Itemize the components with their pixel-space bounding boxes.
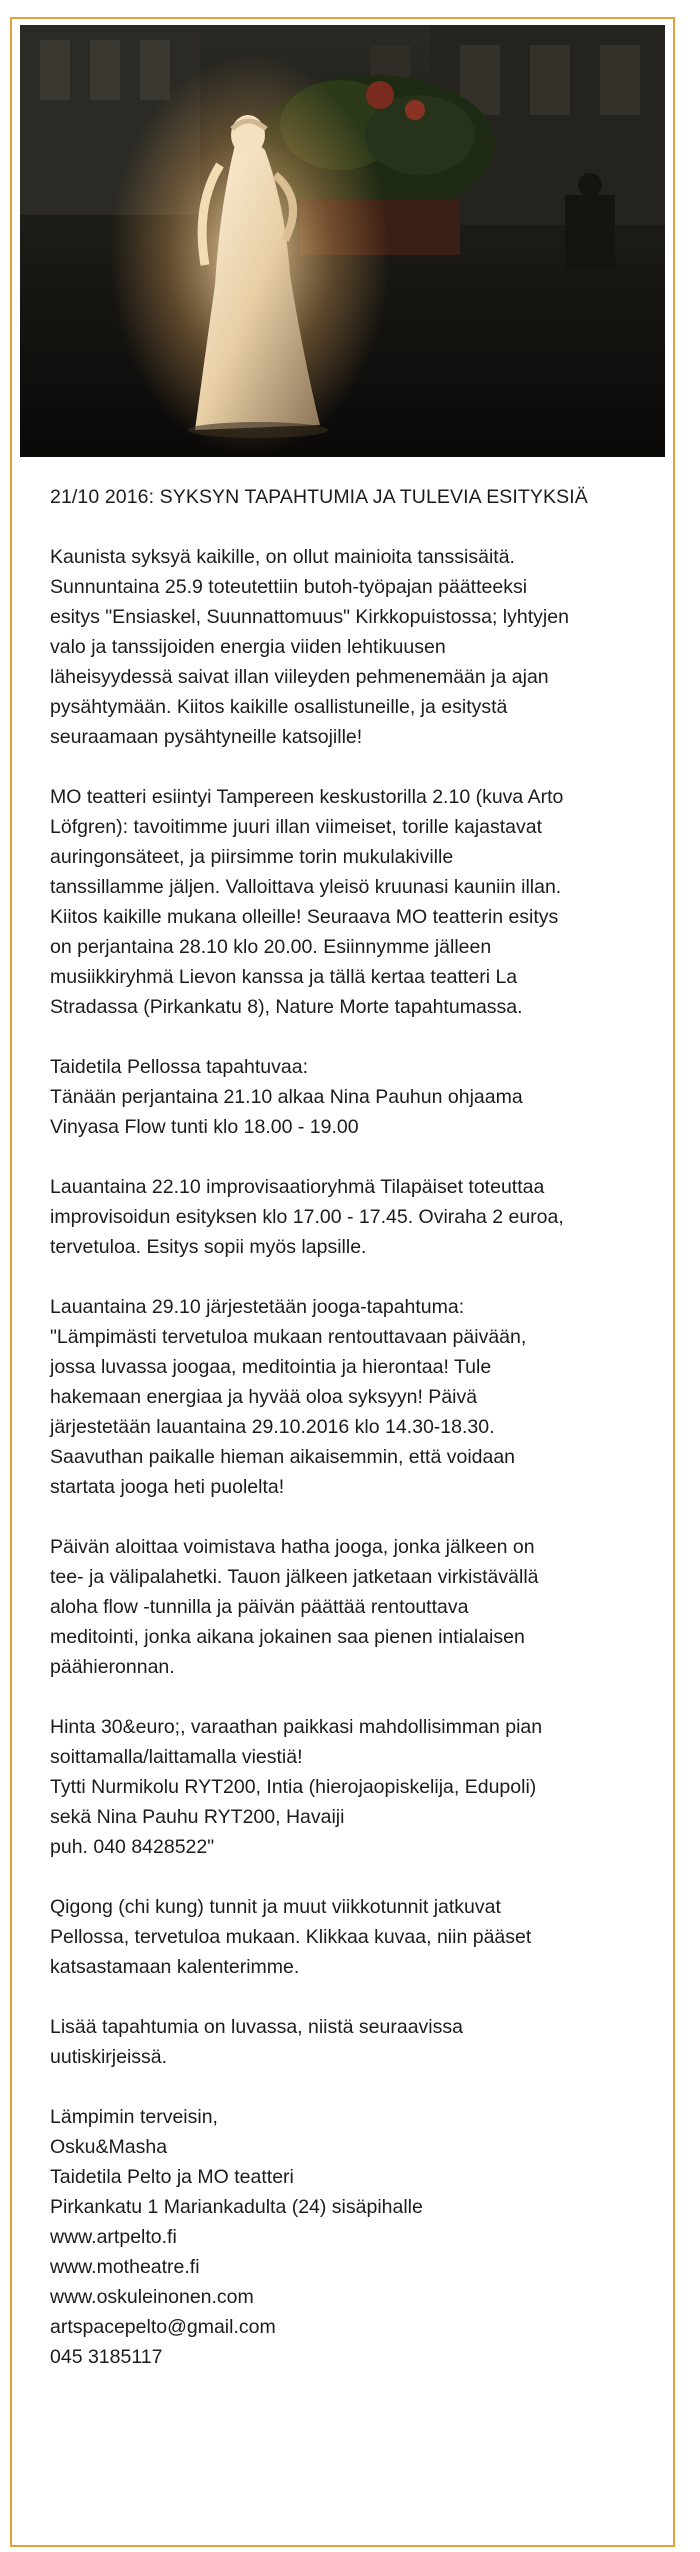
text-line: musiikkiryhmä Lievon kanssa ja tällä kertaa teatteri La (50, 966, 518, 988)
text-line: katsastamaan kalenterimme. (50, 1956, 300, 1978)
text-line: Tänään perjantaina 21.10 alkaa Nina Pauhun ohjaama (50, 1086, 523, 1108)
text-line: Päivän aloittaa voimistava hatha jooga, jonka jälkeen on (50, 1536, 535, 1558)
phone-number: 045 3185117 (50, 2346, 163, 2368)
article-title: 21/10 2016: SYKSYN TAPAHTUMIA JA TULEVIA ESITYKSIÄ (50, 486, 588, 508)
text-line: Löfgren): tavoitimme juuri illan viimeiset, torille kajastavat (50, 816, 543, 838)
paragraph-more-events (50, 2012, 650, 2072)
text-line: esitys "Ensiaskel, Suunnattomuus" Kirkkopuistossa; lyhtyjen (50, 606, 569, 628)
text-line: Kiitos kaikille mukana olleille! Seuraava MO teatterin esitys (50, 906, 559, 928)
text-line: seuraamaan pysähtyneille katsojille! (50, 726, 363, 748)
text-line: läheisyydessä saivat illan viileyden pehmenemään ja ajan (50, 666, 549, 688)
signature-block (50, 2102, 650, 2372)
performance-photo[interactable] (20, 25, 665, 457)
paragraph-pelto-events (50, 1052, 650, 1142)
text-line: tanssillamme jäljen. Valloittava yleisö kruunasi kauniin illan. (50, 876, 562, 898)
text-line: päähieronnan. (50, 1656, 175, 1678)
paragraph-intro (50, 542, 650, 752)
text-line: uutiskirjeissä. (50, 2046, 168, 2068)
text-line: aloha flow -tunnilla ja päivän päättää rentouttava (50, 1596, 469, 1618)
paragraph-improvisation (50, 1172, 650, 1262)
text-line: improvisoidun esityksen klo 17.00 - 17.45. Oviraha 2 euroa, (50, 1206, 564, 1228)
paragraph-price-contact (50, 1712, 650, 1862)
text-line: Pellossa, tervetuloa mukaan. Klikkaa kuvaa, niin pääset (50, 1926, 532, 1948)
performance-photo-illustration (20, 25, 665, 457)
text-line: soittamalla/laittamalla viestiä! (50, 1746, 303, 1768)
text-line: "Lämpimästi tervetuloa mukaan rentouttavaan päivään, (50, 1326, 527, 1348)
text-line: startata jooga heti puolelta! (50, 1476, 285, 1498)
text-line: Hinta 30&euro;, varaathan paikkasi mahdollisimman pian (50, 1716, 543, 1738)
text-line: Tytti Nurmikolu RYT200, Intia (hierojaopiskelija, Edupoli) (50, 1776, 537, 1798)
text-line: valo ja tanssijoiden energia viiden lehtikuusen (50, 636, 446, 658)
text-line: Pirkankatu 1 Mariankadulta (24) sisäpihalle (50, 2196, 423, 2218)
text-line: hakemaan energiaa ja hyvää oloa syksyyn! Päivä (50, 1386, 478, 1408)
text-line: sekä Nina Pauhu RYT200, Havaiji (50, 1806, 345, 1828)
link-oskuleinonen[interactable]: www.oskuleinonen.com (50, 2286, 254, 2308)
text-line: MO teatteri esiintyi Tampereen keskustorilla 2.10 (kuva Arto (50, 786, 564, 808)
text-line: pysähtymään. Kiitos kaikille osallistuneille, ja esitystä (50, 696, 508, 718)
text-line: Stradassa (Pirkankatu 8), Nature Morte tapahtumassa. (50, 996, 523, 1018)
text-line: tervetuloa. Esitys sopii myös lapsille. (50, 1236, 367, 1258)
text-line: järjestetään lauantaina 29.10.2016 klo 14.30-18.30. (50, 1416, 495, 1438)
text-line: Qigong (chi kung) tunnit ja muut viikkotunnit jatkuvat (50, 1896, 501, 1918)
text-line: Sunnuntaina 25.9 toteutettiin butoh-työpajan päätteeksi (50, 576, 528, 598)
text-line: Lisää tapahtumia on luvassa, niistä seuraavissa (50, 2016, 463, 2038)
newsletter-frame (10, 17, 675, 2547)
text-line: tee- ja välipalahetki. Tauon jälkeen jatketaan virkistävällä (50, 1566, 539, 1588)
text-line: Taidetila Pelto ja MO teatteri (50, 2166, 294, 2188)
article-body (50, 482, 650, 2402)
text-line: Kaunista syksyä kaikille, on ollut mainioita tanssisäitä. (50, 546, 515, 568)
link-artpelto[interactable]: www.artpelto.fi (50, 2226, 177, 2248)
link-motheatre[interactable]: www.motheatre.fi (50, 2256, 200, 2278)
paragraph-yoga-program (50, 1532, 650, 1682)
text-line: on perjantaina 28.10 klo 20.00. Esiinnymme jälleen (50, 936, 492, 958)
email-link[interactable]: artspacepelto@gmail.com (50, 2316, 276, 2338)
text-line: auringonsäteet, ja piirsimme torin mukulakiville (50, 846, 454, 868)
text-line: Lauantaina 22.10 improvisaatioryhmä Tilapäiset toteuttaa (50, 1176, 545, 1198)
text-line: Taidetila Pellossa tapahtuvaa: (50, 1056, 309, 1078)
text-line: Vinyasa Flow tunti klo 18.00 - 19.00 (50, 1116, 359, 1138)
paragraph-yoga-event (50, 1292, 650, 1502)
text-line: puh. 040 8428522" (50, 1836, 215, 1858)
paragraph-qigong (50, 1892, 650, 1982)
text-line: Osku&Masha (50, 2136, 168, 2158)
text-line: Saavuthan paikalle hieman aikaisemmin, että voidaan (50, 1446, 516, 1468)
text-line: Lämpimin terveisin, (50, 2106, 218, 2128)
paragraph-mo-theatre (50, 782, 650, 1022)
text-line: meditointi, jonka aikana jokainen saa pienen intialaisen (50, 1626, 525, 1648)
text-line: Lauantaina 29.10 järjestetään jooga-tapahtuma: (50, 1296, 465, 1318)
text-line: jossa luvassa joogaa, meditointia ja hierontaa! Tule (50, 1356, 492, 1378)
